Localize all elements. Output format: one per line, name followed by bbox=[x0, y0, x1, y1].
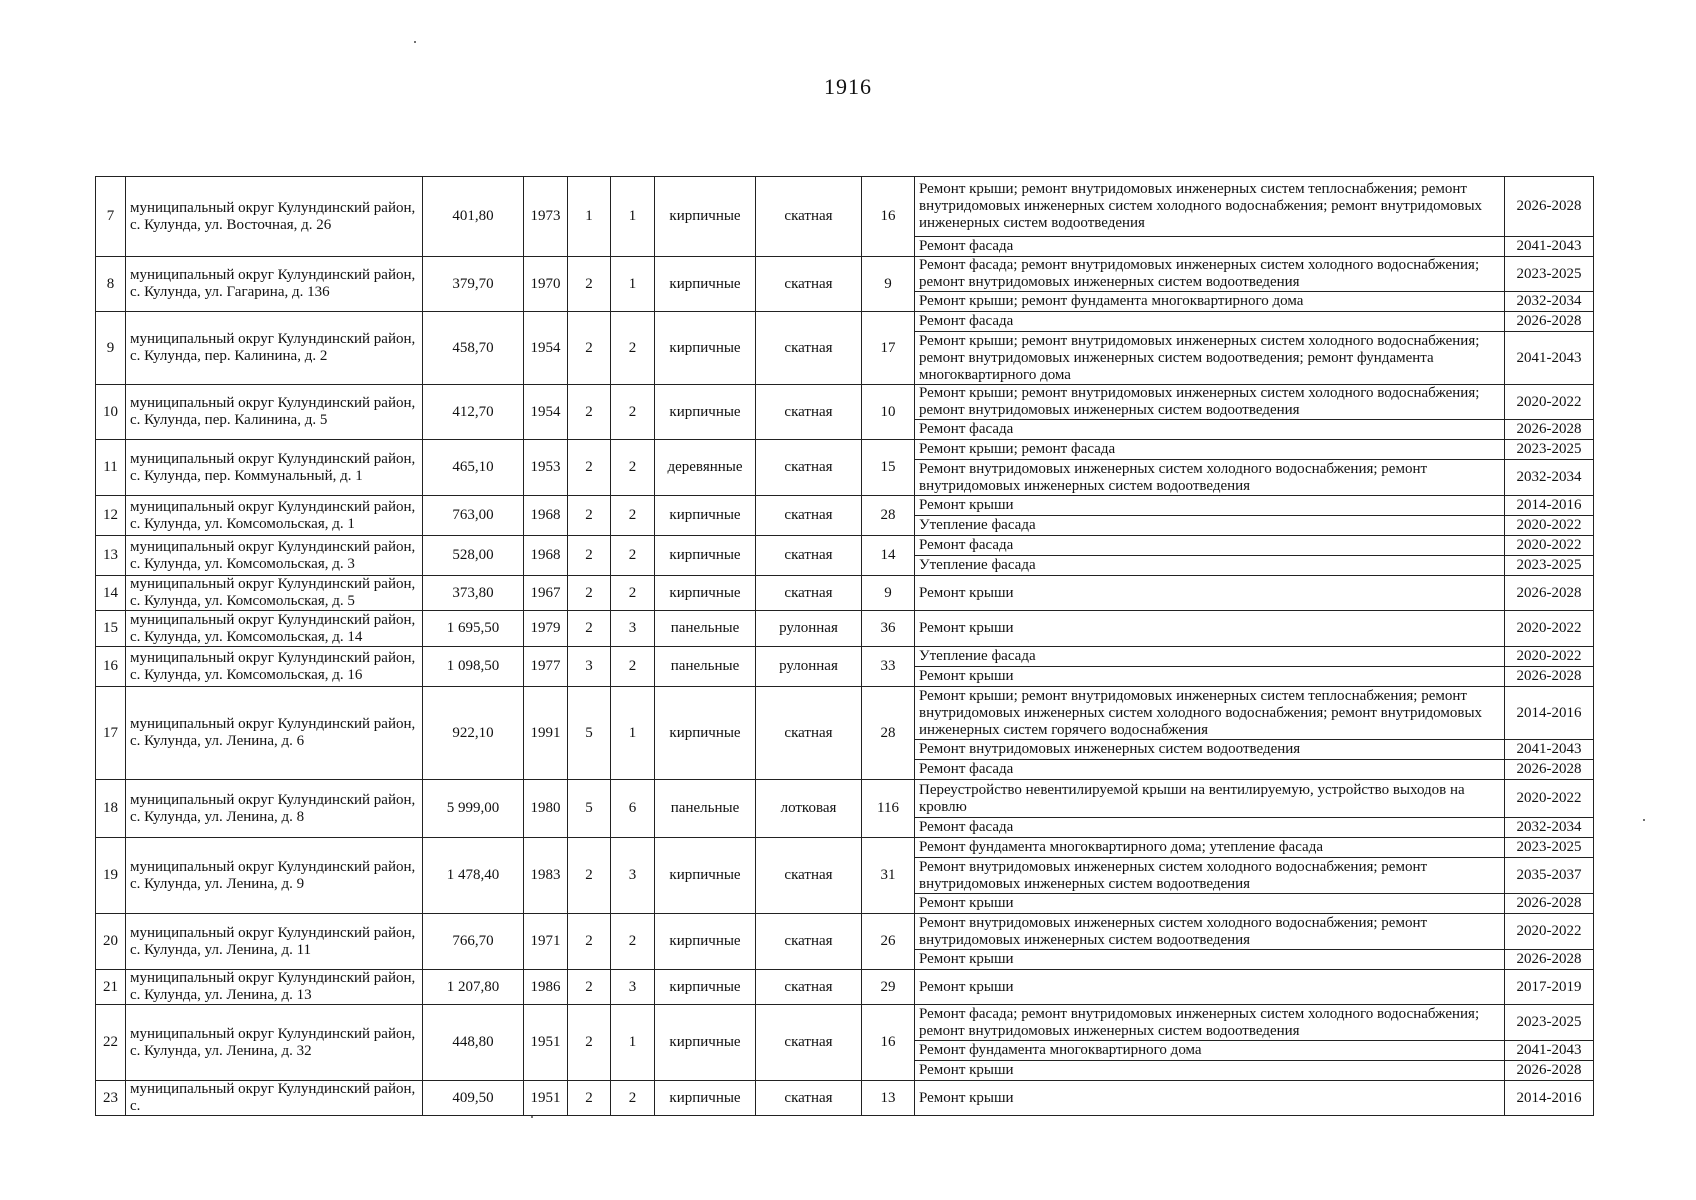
year-cell: 1968 bbox=[524, 536, 568, 576]
roof-cell: рулонная bbox=[756, 647, 862, 687]
row-number: 20 bbox=[96, 914, 126, 970]
work-description: Ремонт крыши bbox=[915, 667, 1505, 687]
roof-cell: скатная bbox=[756, 914, 862, 970]
area-cell: 409,50 bbox=[423, 1081, 524, 1116]
floors-cell: 2 bbox=[568, 496, 611, 536]
year-cell: 1968 bbox=[524, 496, 568, 536]
walls-cell: кирпичные bbox=[655, 257, 756, 312]
work-description: Ремонт фасада bbox=[915, 312, 1505, 332]
floors-cell: 2 bbox=[568, 914, 611, 970]
area-cell: 401,80 bbox=[423, 177, 524, 257]
roof-cell: скатная bbox=[756, 970, 862, 1005]
floors-cell: 5 bbox=[568, 780, 611, 838]
area-cell: 766,70 bbox=[423, 914, 524, 970]
work-period: 2020-2022 bbox=[1505, 647, 1594, 667]
entrances-cell: 1 bbox=[611, 687, 655, 780]
floors-cell: 2 bbox=[568, 838, 611, 914]
row-number: 12 bbox=[96, 496, 126, 536]
area-cell: 412,70 bbox=[423, 385, 524, 440]
work-description: Ремонт фасада; ремонт внутридомовых инженерных систем холодного водоснабжения; ремонт внутридомовых инженерных систем водоотведения bbox=[915, 257, 1505, 292]
work-description: Ремонт внутридомовых инженерных систем холодного водоснабжения; ремонт внутридомовых инженерных систем водоотведения bbox=[915, 858, 1505, 894]
table-row bbox=[96, 914, 1594, 950]
table-row bbox=[96, 647, 1594, 667]
walls-cell: панельные bbox=[655, 647, 756, 687]
apartments-cell: 28 bbox=[862, 496, 915, 536]
work-description: Ремонт крыши bbox=[915, 576, 1505, 611]
work-period: 2041-2043 bbox=[1505, 1041, 1594, 1061]
entrances-cell: 2 bbox=[611, 440, 655, 496]
roof-cell: скатная bbox=[756, 536, 862, 576]
table-body bbox=[96, 177, 1594, 1116]
work-period: 2041-2043 bbox=[1505, 332, 1594, 385]
work-description: Ремонт фасада bbox=[915, 237, 1505, 257]
work-period: 2023-2025 bbox=[1505, 440, 1594, 460]
address-cell: муниципальный округ Кулундинский район, с. bbox=[126, 1081, 423, 1116]
entrances-cell: 1 bbox=[611, 177, 655, 257]
work-period: 2020-2022 bbox=[1505, 385, 1594, 420]
address-cell: муниципальный округ Кулундинский район, с. Кулунда, ул. Ленина, д. 13 bbox=[126, 970, 423, 1005]
walls-cell: кирпичные bbox=[655, 838, 756, 914]
year-cell: 1971 bbox=[524, 914, 568, 970]
work-period: 2020-2022 bbox=[1505, 536, 1594, 556]
area-cell: 465,10 bbox=[423, 440, 524, 496]
row-number: 9 bbox=[96, 312, 126, 385]
walls-cell: панельные bbox=[655, 780, 756, 838]
table-row bbox=[96, 838, 1594, 858]
entrances-cell: 2 bbox=[611, 914, 655, 970]
year-cell: 1983 bbox=[524, 838, 568, 914]
area-cell: 448,80 bbox=[423, 1005, 524, 1081]
entrances-cell: 2 bbox=[611, 385, 655, 440]
roof-cell: скатная bbox=[756, 1081, 862, 1116]
table-row bbox=[96, 496, 1594, 516]
table-row bbox=[96, 687, 1594, 740]
apartments-cell: 28 bbox=[862, 687, 915, 780]
work-period: 2026-2028 bbox=[1505, 950, 1594, 970]
work-description: Ремонт фундамента многоквартирного дома bbox=[915, 1041, 1505, 1061]
area-cell: 1 478,40 bbox=[423, 838, 524, 914]
table-row bbox=[96, 611, 1594, 647]
table-row bbox=[96, 257, 1594, 292]
area-cell: 1 207,80 bbox=[423, 970, 524, 1005]
year-cell: 1973 bbox=[524, 177, 568, 257]
work-description: Утепление фасада bbox=[915, 516, 1505, 536]
area-cell: 922,10 bbox=[423, 687, 524, 780]
address-cell: муниципальный округ Кулундинский район, с. Кулунда, ул. Комсомольская, д. 14 bbox=[126, 611, 423, 647]
work-period: 2023-2025 bbox=[1505, 1005, 1594, 1041]
entrances-cell: 1 bbox=[611, 257, 655, 312]
row-number: 21 bbox=[96, 970, 126, 1005]
work-description: Ремонт фасада bbox=[915, 760, 1505, 780]
roof-cell: скатная bbox=[756, 576, 862, 611]
work-description: Утепление фасада bbox=[915, 647, 1505, 667]
entrances-cell: 2 bbox=[611, 496, 655, 536]
work-description: Ремонт крыши bbox=[915, 1061, 1505, 1081]
apartments-cell: 10 bbox=[862, 385, 915, 440]
work-period: 2026-2028 bbox=[1505, 312, 1594, 332]
apartments-cell: 36 bbox=[862, 611, 915, 647]
row-number: 7 bbox=[96, 177, 126, 257]
row-number: 17 bbox=[96, 687, 126, 780]
entrances-cell: 3 bbox=[611, 838, 655, 914]
row-number: 14 bbox=[96, 576, 126, 611]
roof-cell: скатная bbox=[756, 312, 862, 385]
floors-cell: 2 bbox=[568, 257, 611, 312]
work-description: Ремонт фасада bbox=[915, 536, 1505, 556]
year-cell: 1967 bbox=[524, 576, 568, 611]
work-description: Ремонт фундамента многоквартирного дома; утепление фасада bbox=[915, 838, 1505, 858]
table-row bbox=[96, 385, 1594, 420]
apartments-cell: 33 bbox=[862, 647, 915, 687]
entrances-cell: 2 bbox=[611, 1081, 655, 1116]
work-description: Ремонт крыши bbox=[915, 970, 1505, 1005]
work-period: 2026-2028 bbox=[1505, 1061, 1594, 1081]
year-cell: 1954 bbox=[524, 312, 568, 385]
address-cell: муниципальный округ Кулундинский район, с. Кулунда, ул. Комсомольская, д. 16 bbox=[126, 647, 423, 687]
address-cell: муниципальный округ Кулундинский район, с. Кулунда, пер. Калинина, д. 2 bbox=[126, 312, 423, 385]
roof-cell: лотковая bbox=[756, 780, 862, 838]
work-description: Ремонт крыши bbox=[915, 950, 1505, 970]
year-cell: 1991 bbox=[524, 687, 568, 780]
year-cell: 1954 bbox=[524, 385, 568, 440]
roof-cell: рулонная bbox=[756, 611, 862, 647]
entrances-cell: 3 bbox=[611, 970, 655, 1005]
walls-cell: кирпичные bbox=[655, 496, 756, 536]
walls-cell: деревянные bbox=[655, 440, 756, 496]
apartments-cell: 31 bbox=[862, 838, 915, 914]
roof-cell: скатная bbox=[756, 496, 862, 536]
work-period: 2014-2016 bbox=[1505, 687, 1594, 740]
address-cell: муниципальный округ Кулундинский район, с. Кулунда, ул. Гагарина, д. 136 bbox=[126, 257, 423, 312]
address-cell: муниципальный округ Кулундинский район, с. Кулунда, ул. Ленина, д. 6 bbox=[126, 687, 423, 780]
row-number: 23 bbox=[96, 1081, 126, 1116]
address-cell: муниципальный округ Кулундинский район, с. Кулунда, ул. Восточная, д. 26 bbox=[126, 177, 423, 257]
walls-cell: панельные bbox=[655, 611, 756, 647]
work-description: Ремонт крыши bbox=[915, 611, 1505, 647]
area-cell: 458,70 bbox=[423, 312, 524, 385]
work-period: 2020-2022 bbox=[1505, 914, 1594, 950]
walls-cell: кирпичные bbox=[655, 914, 756, 970]
work-period: 2026-2028 bbox=[1505, 894, 1594, 914]
work-period: 2023-2025 bbox=[1505, 838, 1594, 858]
work-period: 2020-2022 bbox=[1505, 611, 1594, 647]
walls-cell: кирпичные bbox=[655, 312, 756, 385]
area-cell: 1 695,50 bbox=[423, 611, 524, 647]
work-description: Ремонт крыши; ремонт внутридомовых инженерных систем холодного водоснабжения; ремонт внутридомовых инженерных систем водоотведения bbox=[915, 385, 1505, 420]
work-period: 2035-2037 bbox=[1505, 858, 1594, 894]
work-description: Ремонт крыши bbox=[915, 496, 1505, 516]
apartments-cell: 15 bbox=[862, 440, 915, 496]
row-number: 18 bbox=[96, 780, 126, 838]
entrances-cell: 1 bbox=[611, 1005, 655, 1081]
roof-cell: скатная bbox=[756, 257, 862, 312]
year-cell: 1951 bbox=[524, 1005, 568, 1081]
table-row bbox=[96, 1081, 1594, 1116]
floors-cell: 2 bbox=[568, 1081, 611, 1116]
work-description: Ремонт крыши; ремонт внутридомовых инженерных систем теплоснабжения; ремонт внутридомовых инженерных систем холодного водоснабжения; ремонт внутридомовых инженерных систем горячего водоснабжения bbox=[915, 687, 1505, 740]
floors-cell: 5 bbox=[568, 687, 611, 780]
walls-cell: кирпичные bbox=[655, 687, 756, 780]
address-cell: муниципальный округ Кулундинский район, с. Кулунда, ул. Комсомольская, д. 3 bbox=[126, 536, 423, 576]
roof-cell: скатная bbox=[756, 385, 862, 440]
capital-repair-table bbox=[95, 176, 1594, 1116]
address-cell: муниципальный округ Кулундинский район, с. Кулунда, пер. Коммунальный, д. 1 bbox=[126, 440, 423, 496]
row-number: 15 bbox=[96, 611, 126, 647]
work-period: 2023-2025 bbox=[1505, 257, 1594, 292]
apartments-cell: 29 bbox=[862, 970, 915, 1005]
floors-cell: 2 bbox=[568, 970, 611, 1005]
work-period: 2026-2028 bbox=[1505, 760, 1594, 780]
year-cell: 1951 bbox=[524, 1081, 568, 1116]
area-cell: 373,80 bbox=[423, 576, 524, 611]
work-description: Ремонт крыши; ремонт фундамента многоквартирного дома bbox=[915, 292, 1505, 312]
area-cell: 528,00 bbox=[423, 536, 524, 576]
apartments-cell: 26 bbox=[862, 914, 915, 970]
floors-cell: 2 bbox=[568, 576, 611, 611]
work-description: Ремонт крыши; ремонт фасада bbox=[915, 440, 1505, 460]
area-cell: 5 999,00 bbox=[423, 780, 524, 838]
roof-cell: скатная bbox=[756, 838, 862, 914]
walls-cell: кирпичные bbox=[655, 576, 756, 611]
work-description: Ремонт крыши bbox=[915, 1081, 1505, 1116]
apartments-cell: 9 bbox=[862, 576, 915, 611]
work-period: 2014-2016 bbox=[1505, 496, 1594, 516]
floors-cell: 2 bbox=[568, 611, 611, 647]
work-description: Утепление фасада bbox=[915, 556, 1505, 576]
address-cell: муниципальный округ Кулундинский район, с. Кулунда, ул. Комсомольская, д. 5 bbox=[126, 576, 423, 611]
area-cell: 1 098,50 bbox=[423, 647, 524, 687]
walls-cell: кирпичные bbox=[655, 1005, 756, 1081]
entrances-cell: 2 bbox=[611, 536, 655, 576]
table-row bbox=[96, 576, 1594, 611]
apartments-cell: 14 bbox=[862, 536, 915, 576]
work-period: 2026-2028 bbox=[1505, 420, 1594, 440]
row-number: 19 bbox=[96, 838, 126, 914]
work-period: 2026-2028 bbox=[1505, 177, 1594, 237]
work-period: 2032-2034 bbox=[1505, 292, 1594, 312]
address-cell: муниципальный округ Кулундинский район, с. Кулунда, ул. Ленина, д. 32 bbox=[126, 1005, 423, 1081]
row-number: 13 bbox=[96, 536, 126, 576]
table-row bbox=[96, 177, 1594, 237]
entrances-cell: 2 bbox=[611, 647, 655, 687]
row-number: 16 bbox=[96, 647, 126, 687]
walls-cell: кирпичные bbox=[655, 385, 756, 440]
walls-cell: кирпичные bbox=[655, 177, 756, 257]
work-period: 2032-2034 bbox=[1505, 460, 1594, 496]
roof-cell: скатная bbox=[756, 440, 862, 496]
year-cell: 1953 bbox=[524, 440, 568, 496]
entrances-cell: 3 bbox=[611, 611, 655, 647]
floors-cell: 3 bbox=[568, 647, 611, 687]
table-row bbox=[96, 536, 1594, 556]
floors-cell: 2 bbox=[568, 1005, 611, 1081]
scan-speck bbox=[414, 41, 416, 43]
address-cell: муниципальный округ Кулундинский район, с. Кулунда, ул. Ленина, д. 9 bbox=[126, 838, 423, 914]
apartments-cell: 116 bbox=[862, 780, 915, 838]
area-cell: 763,00 bbox=[423, 496, 524, 536]
work-period: 2026-2028 bbox=[1505, 576, 1594, 611]
work-period: 2041-2043 bbox=[1505, 740, 1594, 760]
scan-speck bbox=[531, 1116, 533, 1118]
work-description: Ремонт фасада bbox=[915, 420, 1505, 440]
floors-cell: 2 bbox=[568, 312, 611, 385]
work-period: 2041-2043 bbox=[1505, 237, 1594, 257]
area-cell: 379,70 bbox=[423, 257, 524, 312]
year-cell: 1979 bbox=[524, 611, 568, 647]
entrances-cell: 2 bbox=[611, 576, 655, 611]
address-cell: муниципальный округ Кулундинский район, с. Кулунда, ул. Комсомольская, д. 1 bbox=[126, 496, 423, 536]
page-number: 1916 bbox=[824, 74, 872, 99]
year-cell: 1977 bbox=[524, 647, 568, 687]
walls-cell: кирпичные bbox=[655, 536, 756, 576]
table-row bbox=[96, 780, 1594, 818]
table-row bbox=[96, 970, 1594, 1005]
apartments-cell: 13 bbox=[862, 1081, 915, 1116]
year-cell: 1970 bbox=[524, 257, 568, 312]
work-period: 2014-2016 bbox=[1505, 1081, 1594, 1116]
row-number: 10 bbox=[96, 385, 126, 440]
work-period: 2017-2019 bbox=[1505, 970, 1594, 1005]
work-period: 2023-2025 bbox=[1505, 556, 1594, 576]
walls-cell: кирпичные bbox=[655, 1081, 756, 1116]
work-period: 2020-2022 bbox=[1505, 516, 1594, 536]
table-row bbox=[96, 312, 1594, 332]
work-description: Ремонт крыши; ремонт внутридомовых инженерных систем теплоснабжения; ремонт внутридомовых инженерных систем холодного водоснабжения; ремонт внутридомовых инженерных систем водоотведения bbox=[915, 177, 1505, 237]
floors-cell: 2 bbox=[568, 385, 611, 440]
apartments-cell: 16 bbox=[862, 1005, 915, 1081]
address-cell: муниципальный округ Кулундинский район, с. Кулунда, ул. Ленина, д. 11 bbox=[126, 914, 423, 970]
row-number: 8 bbox=[96, 257, 126, 312]
floors-cell: 2 bbox=[568, 536, 611, 576]
apartments-cell: 17 bbox=[862, 312, 915, 385]
walls-cell: кирпичные bbox=[655, 970, 756, 1005]
row-number: 11 bbox=[96, 440, 126, 496]
floors-cell: 2 bbox=[568, 440, 611, 496]
work-description: Ремонт фасада; ремонт внутридомовых инженерных систем холодного водоснабжения; ремонт внутридомовых инженерных систем водоотведения bbox=[915, 1005, 1505, 1041]
work-description: Ремонт внутридомовых инженерных систем водоотведения bbox=[915, 740, 1505, 760]
scan-speck bbox=[1643, 819, 1645, 821]
work-description: Ремонт внутридомовых инженерных систем холодного водоснабжения; ремонт внутридомовых инженерных систем водоотведения bbox=[915, 460, 1505, 496]
work-description: Ремонт крыши; ремонт внутридомовых инженерных систем холодного водоснабжения; ремонт внутридомовых инженерных систем водоотведения; ремонт фундамента многоквартирного дома bbox=[915, 332, 1505, 385]
address-cell: муниципальный округ Кулундинский район, с. Кулунда, ул. Ленина, д. 8 bbox=[126, 780, 423, 838]
address-cell: муниципальный округ Кулундинский район, с. Кулунда, пер. Калинина, д. 5 bbox=[126, 385, 423, 440]
work-description: Ремонт крыши bbox=[915, 894, 1505, 914]
row-number: 22 bbox=[96, 1005, 126, 1081]
year-cell: 1986 bbox=[524, 970, 568, 1005]
work-period: 2026-2028 bbox=[1505, 667, 1594, 687]
entrances-cell: 2 bbox=[611, 312, 655, 385]
work-description: Ремонт фасада bbox=[915, 818, 1505, 838]
work-period: 2032-2034 bbox=[1505, 818, 1594, 838]
work-description: Переустройство невентилируемой крыши на вентилируемую, устройство выходов на кровлю bbox=[915, 780, 1505, 818]
year-cell: 1980 bbox=[524, 780, 568, 838]
entrances-cell: 6 bbox=[611, 780, 655, 838]
roof-cell: скатная bbox=[756, 687, 862, 780]
table-row bbox=[96, 1005, 1594, 1041]
apartments-cell: 9 bbox=[862, 257, 915, 312]
roof-cell: скатная bbox=[756, 177, 862, 257]
roof-cell: скатная bbox=[756, 1005, 862, 1081]
work-period: 2020-2022 bbox=[1505, 780, 1594, 818]
work-description: Ремонт внутридомовых инженерных систем холодного водоснабжения; ремонт внутридомовых инженерных систем водоотведения bbox=[915, 914, 1505, 950]
table-row bbox=[96, 440, 1594, 460]
apartments-cell: 16 bbox=[862, 177, 915, 257]
floors-cell: 1 bbox=[568, 177, 611, 257]
